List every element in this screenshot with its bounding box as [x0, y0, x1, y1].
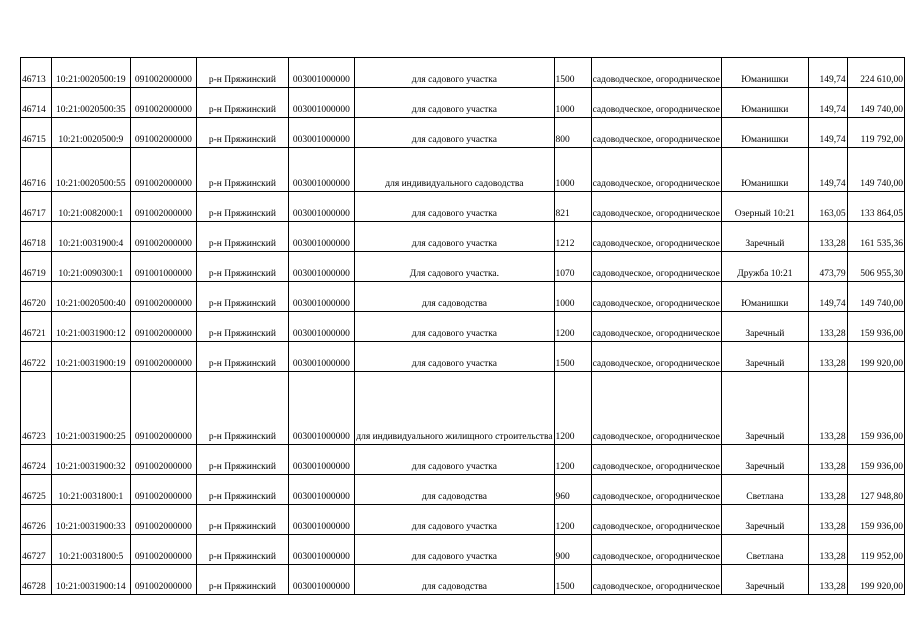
locality-name: Юманишки [721, 282, 808, 312]
land-category: садоводческое, огородническое [591, 535, 721, 565]
permitted-use: для садового участка [355, 535, 554, 565]
plot-area: 1000 [554, 282, 591, 312]
locality-name: Заречный [721, 312, 808, 342]
locality-name: Заречный [721, 445, 808, 475]
land-plots-table [20, 57, 905, 595]
category-code: 003001000000 [288, 565, 355, 595]
permitted-use: для садоводства [355, 475, 554, 505]
category-code: 003001000000 [288, 282, 355, 312]
okato-code: 091002000000 [130, 445, 197, 475]
permitted-use: для садоводства [355, 565, 554, 595]
land-category: садоводческое, огородническое [591, 148, 721, 192]
cadastral-number: 10:21:0031900:14 [52, 565, 131, 595]
record-number: 46720 [21, 282, 52, 312]
table-row [21, 192, 905, 222]
unit-price: 149,74 [808, 282, 847, 312]
cadastral-number: 10:21:0020500:19 [52, 58, 131, 88]
plot-area: 1000 [554, 88, 591, 118]
district-name: р-н Пряжинский [197, 372, 288, 445]
permitted-use: для садового участка [355, 192, 554, 222]
cadastral-number: 10:21:0031900:19 [52, 342, 131, 372]
unit-price: 133,28 [808, 535, 847, 565]
plot-area: 1200 [554, 445, 591, 475]
record-number: 46721 [21, 312, 52, 342]
unit-price: 149,74 [808, 88, 847, 118]
permitted-use: для садового участка [355, 88, 554, 118]
record-number: 46715 [21, 118, 52, 148]
category-code: 003001000000 [288, 342, 355, 372]
district-name: р-н Пряжинский [197, 312, 288, 342]
cadastral-value: 159 936,00 [847, 372, 904, 445]
unit-price: 149,74 [808, 58, 847, 88]
unit-price: 133,28 [808, 565, 847, 595]
cadastral-value: 159 936,00 [847, 312, 904, 342]
land-category: садоводческое, огородническое [591, 118, 721, 148]
unit-price: 473,79 [808, 252, 847, 282]
table-row [21, 282, 905, 312]
category-code: 003001000000 [288, 222, 355, 252]
plot-area: 1500 [554, 58, 591, 88]
cadastral-value: 119 792,00 [847, 118, 904, 148]
locality-name: Юманишки [721, 58, 808, 88]
plot-area: 1500 [554, 565, 591, 595]
table-row [21, 312, 905, 342]
land-category: садоводческое, огородническое [591, 312, 721, 342]
plot-area: 1500 [554, 342, 591, 372]
cadastral-number: 10:21:0031900:33 [52, 505, 131, 535]
table-row [21, 222, 905, 252]
okato-code: 091002000000 [130, 88, 197, 118]
record-number: 46716 [21, 148, 52, 192]
plot-area: 821 [554, 192, 591, 222]
cadastral-value: 159 936,00 [847, 445, 904, 475]
district-name: р-н Пряжинский [197, 118, 288, 148]
unit-price: 149,74 [808, 148, 847, 192]
cadastral-value: 199 920,00 [847, 565, 904, 595]
land-category: садоводческое, огородническое [591, 342, 721, 372]
cadastral-value: 159 936,00 [847, 505, 904, 535]
land-category: садоводческое, огородническое [591, 192, 721, 222]
district-name: р-н Пряжинский [197, 535, 288, 565]
permitted-use: для садового участка [355, 445, 554, 475]
record-number: 46713 [21, 58, 52, 88]
permitted-use: для садового участка [355, 342, 554, 372]
record-number: 46719 [21, 252, 52, 282]
record-number: 46725 [21, 475, 52, 505]
land-category: садоводческое, огородническое [591, 372, 721, 445]
table-body [21, 58, 905, 595]
plot-area: 900 [554, 535, 591, 565]
plot-area: 800 [554, 118, 591, 148]
category-code: 003001000000 [288, 118, 355, 148]
cadastral-value: 149 740,00 [847, 88, 904, 118]
record-number: 46726 [21, 505, 52, 535]
okato-code: 091002000000 [130, 565, 197, 595]
okato-code: 091002000000 [130, 372, 197, 445]
cadastral-number: 10:21:0031900:4 [52, 222, 131, 252]
locality-name: Заречный [721, 565, 808, 595]
locality-name: Заречный [721, 372, 808, 445]
category-code: 003001000000 [288, 88, 355, 118]
cadastral-value: 127 948,80 [847, 475, 904, 505]
category-code: 003001000000 [288, 312, 355, 342]
district-name: р-н Пряжинский [197, 445, 288, 475]
district-name: р-н Пряжинский [197, 148, 288, 192]
land-category: садоводческое, огородническое [591, 445, 721, 475]
locality-name: Заречный [721, 222, 808, 252]
locality-name: Заречный [721, 342, 808, 372]
cadastral-value: 149 740,00 [847, 148, 904, 192]
permitted-use: для индивидуального садоводства [355, 148, 554, 192]
okato-code: 091002000000 [130, 475, 197, 505]
table-row [21, 372, 905, 445]
cadastral-number: 10:21:0020500:40 [52, 282, 131, 312]
table-row [21, 445, 905, 475]
permitted-use: Для садового участка. [355, 252, 554, 282]
cadastral-number: 10:21:0082000:1 [52, 192, 131, 222]
district-name: р-н Пряжинский [197, 88, 288, 118]
district-name: р-н Пряжинский [197, 565, 288, 595]
land-category: садоводческое, огородническое [591, 222, 721, 252]
cadastral-value: 199 920,00 [847, 342, 904, 372]
record-number: 46714 [21, 88, 52, 118]
category-code: 003001000000 [288, 148, 355, 192]
locality-name: Юманишки [721, 148, 808, 192]
category-code: 003001000000 [288, 535, 355, 565]
cadastral-number: 10:21:0020500:9 [52, 118, 131, 148]
cadastral-number: 10:21:0031800:1 [52, 475, 131, 505]
locality-name: Светлана [721, 475, 808, 505]
record-number: 46717 [21, 192, 52, 222]
unit-price: 133,28 [808, 222, 847, 252]
unit-price: 133,28 [808, 342, 847, 372]
table-row [21, 342, 905, 372]
okato-code: 091002000000 [130, 535, 197, 565]
permitted-use: для садоводства [355, 282, 554, 312]
district-name: р-н Пряжинский [197, 222, 288, 252]
locality-name: Юманишки [721, 118, 808, 148]
land-category: садоводческое, огородническое [591, 565, 721, 595]
okato-code: 091002000000 [130, 118, 197, 148]
category-code: 003001000000 [288, 192, 355, 222]
plot-area: 1070 [554, 252, 591, 282]
cadastral-value: 119 952,00 [847, 535, 904, 565]
table-row [21, 565, 905, 595]
district-name: р-н Пряжинский [197, 475, 288, 505]
table-row [21, 148, 905, 192]
okato-code: 091002000000 [130, 222, 197, 252]
category-code: 003001000000 [288, 58, 355, 88]
locality-name: Дружба 10:21 [721, 252, 808, 282]
plot-area: 960 [554, 475, 591, 505]
land-category: садоводческое, огородническое [591, 475, 721, 505]
record-number: 46722 [21, 342, 52, 372]
district-name: р-н Пряжинский [197, 505, 288, 535]
plot-area: 1200 [554, 312, 591, 342]
table-row [21, 535, 905, 565]
unit-price: 133,28 [808, 372, 847, 445]
record-number: 46727 [21, 535, 52, 565]
unit-price: 133,28 [808, 312, 847, 342]
district-name: р-н Пряжинский [197, 252, 288, 282]
table-row [21, 252, 905, 282]
cadastral-value: 133 864,05 [847, 192, 904, 222]
record-number: 46724 [21, 445, 52, 475]
okato-code: 091002000000 [130, 148, 197, 192]
table-row [21, 118, 905, 148]
land-category: садоводческое, огородническое [591, 252, 721, 282]
table-row [21, 475, 905, 505]
permitted-use: для садового участка [355, 58, 554, 88]
cadastral-value: 161 535,36 [847, 222, 904, 252]
plot-area: 1000 [554, 148, 591, 192]
locality-name: Озерный 10:21 [721, 192, 808, 222]
unit-price: 149,74 [808, 118, 847, 148]
okato-code: 091002000000 [130, 192, 197, 222]
okato-code: 091002000000 [130, 282, 197, 312]
document-page [20, 57, 905, 595]
permitted-use: для садового участка [355, 118, 554, 148]
table-row [21, 88, 905, 118]
cadastral-value: 224 610,00 [847, 58, 904, 88]
plot-area: 1200 [554, 372, 591, 445]
locality-name: Заречный [721, 505, 808, 535]
cadastral-number: 10:21:0020500:35 [52, 88, 131, 118]
permitted-use: для садового участка [355, 505, 554, 535]
land-category: садоводческое, огородническое [591, 505, 721, 535]
okato-code: 091002000000 [130, 312, 197, 342]
permitted-use: для садового участка [355, 312, 554, 342]
category-code: 003001000000 [288, 252, 355, 282]
cadastral-value: 149 740,00 [847, 282, 904, 312]
cadastral-number: 10:21:0020500:55 [52, 148, 131, 192]
category-code: 003001000000 [288, 475, 355, 505]
district-name: р-н Пряжинский [197, 282, 288, 312]
cadastral-number: 10:21:0090300:1 [52, 252, 131, 282]
unit-price: 133,28 [808, 505, 847, 535]
plot-area: 1212 [554, 222, 591, 252]
unit-price: 163,05 [808, 192, 847, 222]
district-name: р-н Пряжинский [197, 192, 288, 222]
cadastral-number: 10:21:0031800:5 [52, 535, 131, 565]
land-category: садоводческое, огородническое [591, 58, 721, 88]
locality-name: Юманишки [721, 88, 808, 118]
district-name: р-н Пряжинский [197, 342, 288, 372]
record-number: 46718 [21, 222, 52, 252]
cadastral-value: 506 955,30 [847, 252, 904, 282]
permitted-use: для индивидуального жилищного строительства [355, 372, 554, 445]
permitted-use: для садового участка [355, 222, 554, 252]
plot-area: 1200 [554, 505, 591, 535]
land-category: садоводческое, огородническое [591, 282, 721, 312]
okato-code: 091002000000 [130, 342, 197, 372]
okato-code: 091002000000 [130, 58, 197, 88]
okato-code: 091002000000 [130, 505, 197, 535]
category-code: 003001000000 [288, 445, 355, 475]
land-category: садоводческое, огородническое [591, 88, 721, 118]
table-row [21, 58, 905, 88]
okato-code: 091001000000 [130, 252, 197, 282]
unit-price: 133,28 [808, 445, 847, 475]
cadastral-number: 10:21:0031900:32 [52, 445, 131, 475]
unit-price: 133,28 [808, 475, 847, 505]
category-code: 003001000000 [288, 505, 355, 535]
record-number: 46728 [21, 565, 52, 595]
district-name: р-н Пряжинский [197, 58, 288, 88]
cadastral-number: 10:21:0031900:25 [52, 372, 131, 445]
record-number: 46723 [21, 372, 52, 445]
table-row [21, 505, 905, 535]
locality-name: Светлана [721, 535, 808, 565]
category-code: 003001000000 [288, 372, 355, 445]
cadastral-number: 10:21:0031900:12 [52, 312, 131, 342]
